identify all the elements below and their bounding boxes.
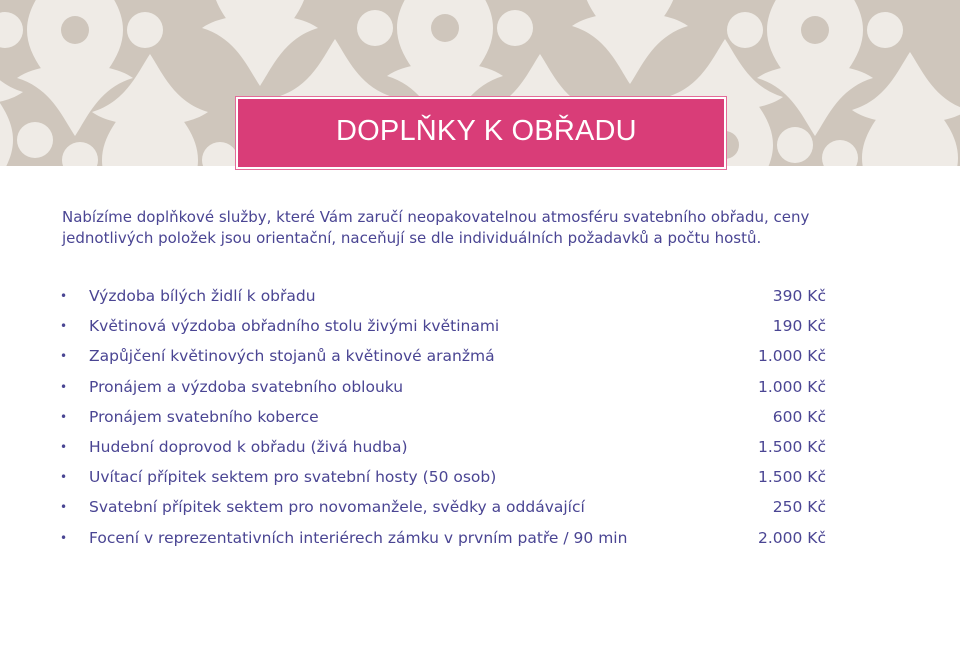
item-price: 390 Kč: [772, 287, 826, 305]
bullet-icon: •: [60, 409, 68, 424]
price-item-welcome-toast: [60, 463, 826, 493]
item-name: Květinová výzdoba obřadního stolu živými květinami: [89, 317, 500, 336]
price-item-live-music: [60, 433, 826, 463]
item-name: Svatební přípitek sektem pro novomanžele, svědky a oddávající: [89, 498, 585, 517]
bullet-icon: •: [60, 530, 68, 545]
item-price: 1.500 Kč: [758, 468, 826, 487]
item-name: Pronájem a výzdoba svatebního oblouku: [89, 377, 404, 396]
item-price: 250 Kč: [772, 498, 826, 517]
price-item-table-flowers: [60, 312, 826, 342]
item-price: 1.500 Kč: [758, 437, 826, 456]
bullet-icon: •: [60, 470, 68, 485]
item-name: Uvítací přípitek sektem pro svatební hosty (50 osob): [89, 468, 497, 487]
item-price: 600 Kč: [772, 407, 826, 426]
item-name: Hudební doprovod k obřadu (živá hudba): [89, 437, 408, 456]
price-item-chair-decor: [60, 282, 826, 312]
item-price: 1.000 Kč: [758, 377, 826, 396]
item-name: Zapůjčení květinových stojanů a květinové aranžmá: [89, 347, 495, 366]
bullet-icon: •: [60, 349, 68, 364]
price-item-flower-stands: [60, 342, 826, 372]
price-item-wedding-arch: [60, 373, 826, 403]
bullet-icon: •: [60, 500, 68, 515]
item-name: Pronájem svatebního koberce: [89, 407, 319, 426]
bullet-icon: •: [60, 319, 68, 334]
page-title: DOPLŇKY K OBŘADU: [336, 115, 637, 147]
title-box: [236, 97, 726, 169]
price-item-carpet: [60, 403, 826, 433]
intro-paragraph: Nabízíme doplňkové služby, které Vám zaručí neopakovatelnou atmosféru svatebního obřadu, ceny jednotlivých položek jsou orientační, naceňují se dle individuálních požadavků a počtu hostů.: [62, 208, 810, 247]
price-item-photography: [60, 524, 826, 554]
item-price: 190 Kč: [772, 317, 826, 336]
bullet-icon: •: [60, 289, 68, 303]
item-name: Focení v reprezentativních interiérech zámku v prvním patře / 90 min: [89, 528, 628, 547]
bullet-icon: •: [60, 379, 68, 394]
item-price: 1.000 Kč: [758, 347, 826, 366]
item-price: 2.000 Kč: [758, 528, 826, 547]
bullet-icon: •: [60, 439, 68, 454]
item-name: Výzdoba bílých židlí k obřadu: [89, 287, 316, 305]
price-list: [60, 282, 826, 554]
price-item-wedding-toast: [60, 493, 826, 523]
